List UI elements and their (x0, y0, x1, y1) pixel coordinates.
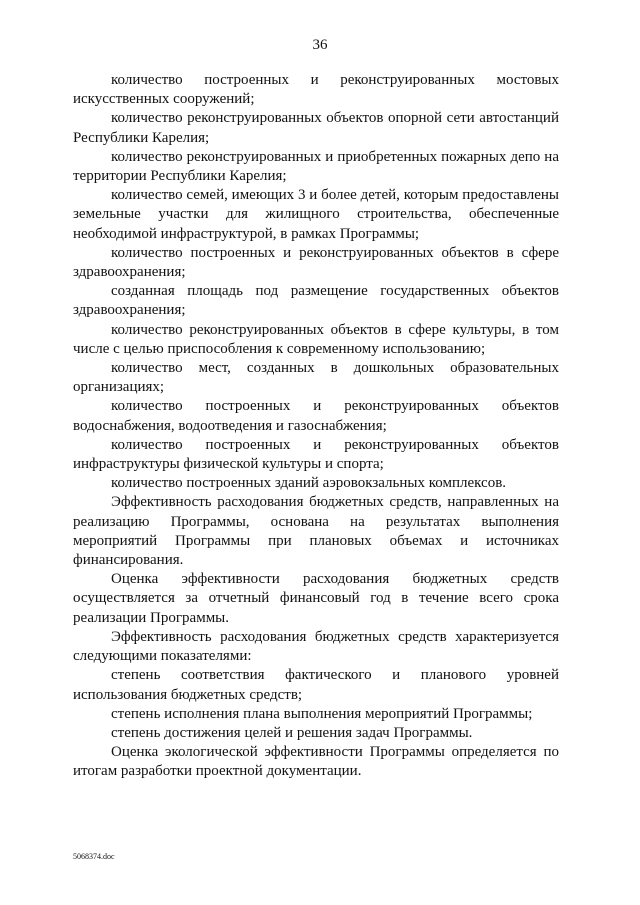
paragraph: степень достижения целей и решения задач Программы. (111, 724, 473, 741)
paragraph: количество построенных и реконструированных объектов водоснабжения, водоотведения и газоснабжения; (73, 398, 559, 434)
paragraph: созданная площадь под размещение государственных объектов здравоохранения; (73, 283, 559, 319)
paragraph: Эффективность расходования бюджетных средств, направленных на реализацию Программы, основана на результатах выполнения мероприятий Программы при плановых объемах и источниках финансирования. (73, 494, 559, 569)
page-number: 36 (312, 37, 328, 53)
paragraph: количество построенных зданий аэровокзальных комплексов. (111, 475, 507, 492)
paragraph: количество реконструированных объектов в сфере культуры, в том числе с целью приспособления к современному использованию; (73, 321, 559, 357)
paragraph: Эффективность расходования бюджетных средств характеризуется следующими показателями: (73, 628, 559, 665)
paragraph: количество построенных и реконструированных объектов инфраструктуры физической культуры и спорта; (73, 436, 559, 473)
document-file-code: 5068374.doc (73, 852, 115, 861)
paragraph: количество построенных и реконструированных мостовых искусственных сооружений; (73, 72, 559, 108)
paragraph: Оценка экологической эффективности Программы определяется по итогам разработки проектной документации. (73, 744, 559, 780)
document-body (73, 71, 559, 782)
paragraph: количество реконструированных и приобретенных пожарных депо на территории Республики Карелия; (73, 148, 559, 185)
paragraph: степень соответствия фактического и планового уровней использования бюджетных средств; (73, 667, 559, 703)
paragraph: количество построенных и реконструированных объектов в сфере здравоохранения; (73, 244, 559, 281)
paragraph: количество мест, созданных в дошкольных образовательных организациях; (73, 360, 559, 396)
paragraph: количество семей, имеющих 3 и более детей, которым предоставлены земельные участки для жилищного строительства, обеспеченные необходимой инфраструктурой, в рамках Программы; (73, 187, 559, 242)
paragraph: степень исполнения плана выполнения мероприятий Программы; (111, 705, 533, 722)
paragraph: Оценка эффективности расходования бюджетных средств осуществляется за отчетный финансовый год в течение всего срока реализации Программы. (73, 571, 559, 626)
paragraph: количество реконструированных объектов опорной сети автостанций Республики Карелия; (73, 110, 559, 146)
